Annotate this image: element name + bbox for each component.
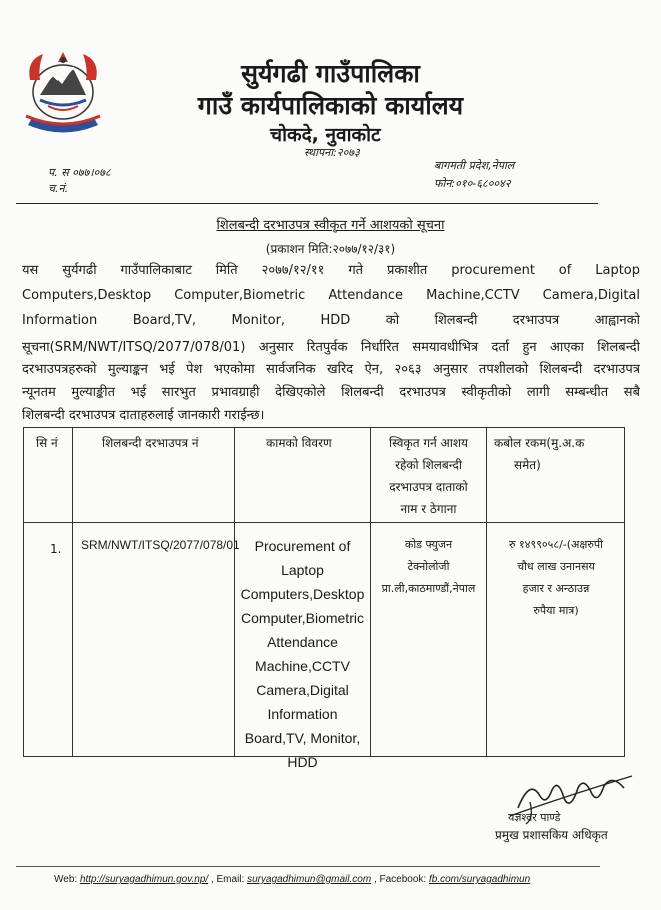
body-line: यस सुर्यगढी गाउँपालिकाबाट मिति २०७७/१२/११ गते प्रकाशीत procurement of Laptop bbox=[22, 263, 640, 278]
work-desc-line: Board,TV, Monitor, bbox=[244, 730, 361, 746]
row-work-desc bbox=[235, 534, 370, 774]
row-sn: 1. bbox=[50, 542, 62, 556]
bid-table bbox=[23, 427, 625, 770]
established-year: स्थापना:२०७३ bbox=[304, 146, 360, 159]
website-link[interactable]: http://suryagadhimun.gov.np/ bbox=[79, 874, 209, 885]
email-label: , Email: bbox=[208, 874, 248, 885]
body-line: Information Board,TV, Monitor, HDD को शिलबन्दी दरभाउपत्र आह्वानको bbox=[22, 313, 640, 328]
body-line: न्यूनतम मुल्याङ्कीत भई सारभुत प्रभावग्राही देखिएकोले शिलबन्दी दरभाउपत्र स्वीकृतीको लागी सम्बन्धीत सबै bbox=[22, 385, 640, 400]
header-bidder-line: दरभाउपत्र दाताको bbox=[389, 480, 468, 494]
row-bid-no: SRM/NWT/ITSQ/2077/078/01 bbox=[81, 538, 240, 552]
header-sn: सि नं bbox=[36, 436, 58, 450]
work-desc-line: Attendance bbox=[267, 634, 338, 650]
work-desc-line: Procurement of bbox=[254, 538, 351, 554]
phone-number: फोन:०१०-६८००४२ bbox=[434, 177, 511, 190]
header-divider bbox=[16, 203, 598, 204]
dispatch-number: च.नं. bbox=[48, 182, 69, 195]
body-line: शिलबन्दी दरभाउपत्र दाताहरुलाई जानकारी गराईन्छ। bbox=[22, 408, 265, 423]
email-link[interactable]: suryagadhimun@gmail.com bbox=[247, 874, 372, 885]
amount-line: रु १४९९०५८/-(अक्षरुपी bbox=[508, 538, 604, 551]
fiscal-year: प. स ०७७।०७८ bbox=[48, 166, 111, 179]
facebook-link[interactable]: fb.com/suryagadhimun bbox=[428, 874, 531, 885]
header-bidder-line: स्विकृत गर्न आशय bbox=[389, 436, 468, 450]
header-amount-line: कबोल रकम(मु.अ.क bbox=[494, 436, 585, 450]
header-bidder-line: रहेको शिलबन्दी bbox=[395, 458, 462, 472]
row-amount bbox=[487, 534, 625, 622]
footer-divider bbox=[16, 866, 600, 867]
header-bidder-line: नाम र ठेगाना bbox=[400, 502, 457, 516]
amount-line: चौध लाख उनानसय bbox=[517, 560, 595, 573]
body-line: सूचना(SRM/NWT/ITSQ/2077/078/01) अनुसार रितपुर्वक निर्धारित समयावधीभित्र दर्ता हुन आएका शिलबन्दी bbox=[22, 340, 640, 355]
municipality-name: सुर्यगढी गाउँपालिका bbox=[241, 59, 420, 88]
header-amount bbox=[494, 432, 584, 476]
office-location: चोकदे, नुवाकोट bbox=[270, 124, 381, 146]
row-bidder bbox=[371, 534, 486, 600]
work-desc-line: Camera,Digital bbox=[256, 682, 349, 698]
work-desc-line: Information bbox=[267, 706, 338, 722]
bidder-line: कोड फ्युजन bbox=[404, 538, 453, 551]
signatory-title: प्रमुख प्रशासकिय अधिकृत bbox=[495, 828, 608, 842]
footer-contacts bbox=[54, 874, 530, 885]
work-desc-line: HDD bbox=[287, 754, 318, 770]
header-bidder bbox=[371, 432, 486, 520]
bidder-line: प्रा.ली,काठमाण्डौं,नेपाल bbox=[381, 582, 476, 595]
amount-line: हजार र अन्ठाउन्न bbox=[522, 582, 590, 595]
header-amount-line: समेत) bbox=[514, 458, 541, 472]
web-label: Web: bbox=[54, 874, 80, 885]
header-work-desc: कामको विवरण bbox=[266, 436, 332, 450]
body-line: Computers,Desktop Computer,Biometric Attendance Machine,CCTV Camera,Digital bbox=[22, 288, 640, 303]
signatory-name: यज्ञश्वर पाण्डे bbox=[508, 811, 561, 824]
work-desc-line: Computers,Desktop bbox=[240, 586, 365, 602]
header-bid-no: शिलबन्दी दरभाउपत्र नं bbox=[102, 436, 199, 450]
work-desc-line: Computer,Biometric bbox=[241, 610, 364, 626]
work-desc-line: Machine,CCTV bbox=[255, 658, 350, 674]
bidder-line: टेक्नोलोजी bbox=[407, 560, 450, 573]
work-desc-line: Laptop bbox=[281, 562, 324, 578]
facebook-label: , Facebook: bbox=[371, 874, 429, 885]
body-line: दरभाउपत्रहरुको मुल्याङ्कन भई पेश भएकोमा सार्वजनिक खरिद ऐन, २०६३ अनुसार तपशीलको शिलबन्दी दरभाउपत्र bbox=[22, 362, 640, 377]
province: बागमती प्रदेश,नेपाल bbox=[434, 159, 515, 172]
office-name: गाउँ कार्यपालिकाको कार्यालय bbox=[197, 91, 464, 120]
notice-subject: शिलबन्दी दरभाउपत्र स्वीकृत गर्ने आशयको सूचना bbox=[216, 218, 445, 233]
publication-date: (प्रकाशन मिति:२०७७/१२/३१) bbox=[265, 242, 396, 256]
amount-line: रुपैया मात्र) bbox=[533, 604, 579, 617]
